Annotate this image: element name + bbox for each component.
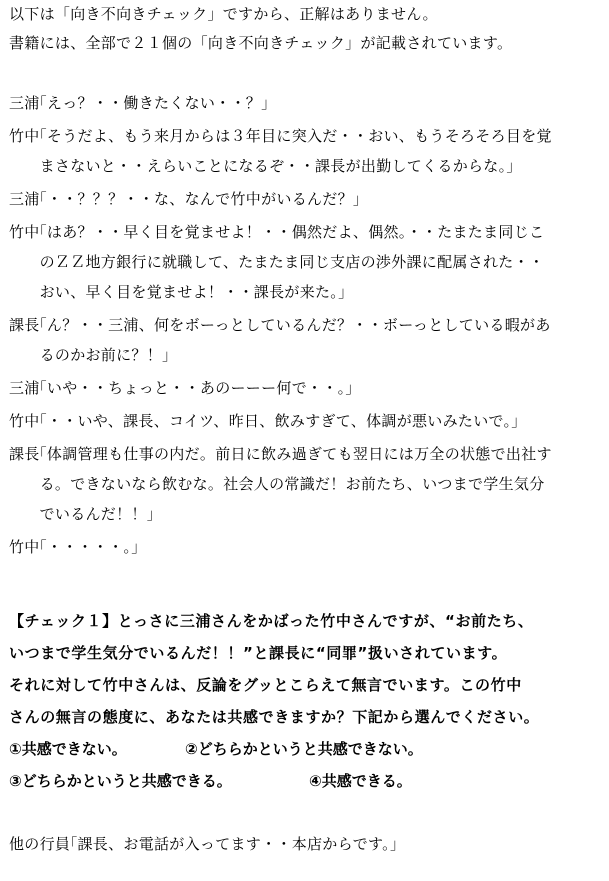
dialogue-entry bbox=[9, 125, 605, 177]
speaker-name: 竹中 bbox=[9, 223, 40, 241]
utterance-line: まさないと・・えらいことになるぞ・・課長が出勤してくるからな。」 bbox=[39, 157, 522, 175]
utterance-line: 「課長、お電話が入ってます・・本店からです。」 bbox=[62, 835, 406, 853]
option-4: ④共感できる。 bbox=[309, 772, 412, 790]
intro-line-1: 以下は「向き不向きチェック」ですから、正解はありません。 bbox=[9, 5, 438, 23]
utterance-line: 「ん？・・三浦、何をボーっとしているんだ？・・ボーっとしている暇があ bbox=[31, 316, 551, 334]
outro-entry bbox=[9, 833, 605, 855]
utterance-line: 「・・いや、課長、コイツ、昨日、飲みすぎて、体調が悪いみたいで。」 bbox=[31, 412, 527, 430]
speaker-name: 竹中 bbox=[9, 412, 40, 430]
check-line: さんの無言の態度に、あなたは共感できますか？下記から選んでください。 bbox=[9, 708, 540, 726]
utterance-line: 「・・？？？・・な、なんで竹中がいるんだ？」 bbox=[31, 190, 369, 208]
option-2: ②どちらかというと共感できない。 bbox=[185, 740, 423, 758]
utterance bbox=[31, 377, 361, 399]
dialogue bbox=[9, 92, 605, 558]
utterance bbox=[31, 536, 147, 558]
utterance-line: 「えっ？・・働きたくない・・？」 bbox=[31, 94, 277, 112]
check-line: それに対して竹中さんは、反論をグッとこらえて無言でいます。この竹中 bbox=[9, 676, 522, 694]
check-line: 【チェック１】とっさに三浦さんをかばった竹中さんですが、“お前たち、 bbox=[9, 612, 534, 630]
speaker-name: 他の行員 bbox=[9, 835, 71, 853]
dialogue-entry bbox=[9, 443, 605, 525]
utterance bbox=[31, 221, 545, 303]
utterance-line: おい、早く目を覚ませよ！・・課長が来た。」 bbox=[39, 283, 354, 301]
option-3: ③どちらかというと共感できる。 bbox=[9, 772, 232, 790]
utterance-line: 「はあ？・・早く目を覚ませよ！・・偶然だよ、偶然。・・たまたま同じこ bbox=[31, 223, 545, 241]
speaker-name: 三浦 bbox=[9, 94, 40, 112]
utterance bbox=[31, 125, 552, 177]
dialogue-entry bbox=[9, 314, 605, 366]
utterance-line: でいるんだ！！」 bbox=[39, 505, 163, 523]
utterance-line: のＺＺ地方銀行に就職して、たまたま同じ支店の渉外課に配属された・・ bbox=[39, 253, 545, 271]
speaker-name: 竹中 bbox=[9, 127, 40, 145]
utterance bbox=[31, 92, 277, 114]
utterance-line: 「・・・・・。」 bbox=[31, 538, 147, 556]
utterance-line: 「いや・・ちょっと・・あのーーー何で・・。」 bbox=[31, 379, 361, 397]
check-section bbox=[9, 605, 605, 797]
utterance-line: 「体調管理も仕事の内だ。前日に飲み過ぎても翌日には万全の状態で出社す bbox=[31, 445, 552, 463]
document bbox=[9, 0, 605, 866]
utterance-line: る。できないなら飲むな。社会人の常識だ！お前たち、いつまで学生気分 bbox=[39, 475, 545, 493]
options-row bbox=[9, 733, 605, 765]
dialogue-entry bbox=[9, 188, 605, 210]
utterance-line: るのかお前に？！」 bbox=[39, 346, 178, 364]
speaker-name: 課長 bbox=[9, 445, 40, 463]
dialogue-entry bbox=[9, 92, 605, 114]
dialogue-entry bbox=[9, 536, 605, 558]
check-line: いつまで学生気分でいるんだ！！”と課長に“同罪”扱いされています。 bbox=[9, 644, 508, 662]
utterance bbox=[31, 188, 369, 210]
utterance-line: 「そうだよ、もう来月からは３年目に突入だ・・おい、もうそろそろ目を覚 bbox=[31, 127, 552, 145]
dialogue-entry bbox=[9, 221, 605, 303]
option-1: ①共感できない。 bbox=[9, 740, 127, 758]
spacer bbox=[9, 797, 605, 833]
dialogue-entry bbox=[9, 410, 605, 432]
spacer bbox=[9, 569, 605, 605]
utterance bbox=[31, 443, 552, 525]
speaker-name: 三浦 bbox=[9, 190, 40, 208]
speaker-name: 課長 bbox=[9, 316, 40, 334]
utterance bbox=[31, 410, 527, 432]
speaker-name: 竹中 bbox=[9, 538, 40, 556]
intro-line-2: 書籍には、全部で２１個の「向き不向きチェック」が記載されています。 bbox=[9, 34, 513, 52]
speaker-name: 三浦 bbox=[9, 379, 40, 397]
options-row bbox=[9, 765, 605, 797]
spacer bbox=[9, 58, 605, 92]
utterance bbox=[31, 314, 551, 366]
dialogue-entry bbox=[9, 377, 605, 399]
utterance bbox=[62, 833, 406, 855]
